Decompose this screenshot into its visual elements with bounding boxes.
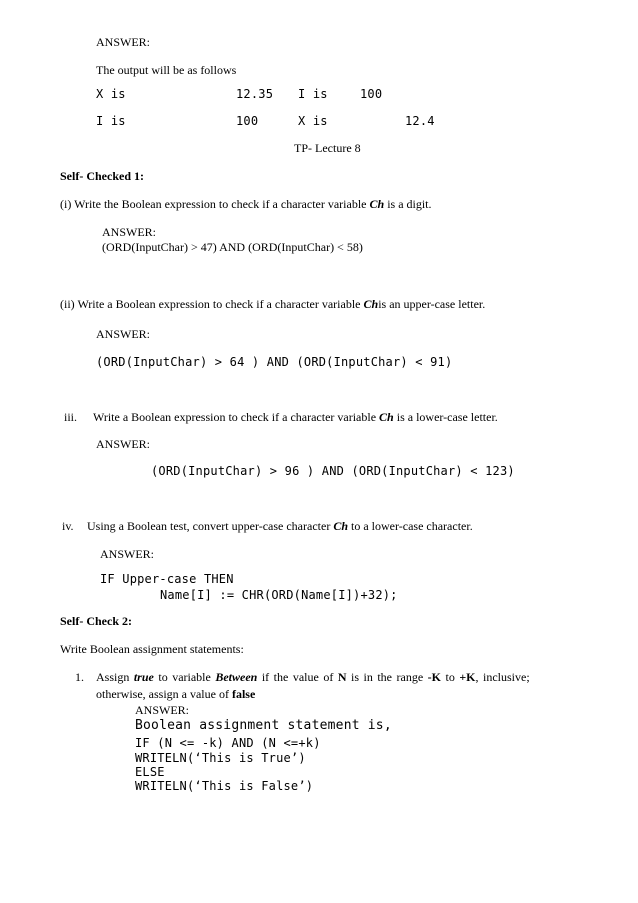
item-text: to [441, 670, 460, 684]
question-4-number: iv. [62, 519, 74, 533]
code-line: Boolean assignment statement is, [135, 718, 392, 733]
question-text: (ii) Write a Boolean expression to check if a character variable [60, 297, 364, 311]
question-3 [93, 411, 498, 425]
output-name: X is [298, 114, 328, 128]
output-intro: The output will be as follows [96, 63, 237, 77]
variable-name: N [337, 670, 347, 684]
question-text: is a digit. [384, 197, 432, 211]
keyword: false [231, 687, 256, 701]
code-line: ELSE [135, 765, 165, 779]
variable-name: Ch [369, 197, 385, 211]
item-text-line-2 [96, 688, 255, 702]
question-text: (i) Write the Boolean expression to check if a character variable [60, 197, 370, 211]
item-text-line-1 [96, 671, 530, 685]
output-name: X is [96, 87, 126, 101]
output-value: 100 [360, 87, 383, 101]
question-text: is an upper-case letter. [378, 297, 486, 311]
question-4 [87, 520, 473, 534]
item-text: to variable [153, 670, 216, 684]
output-name: I is [298, 87, 328, 101]
keyword: true [133, 670, 154, 684]
question-text: is a lower-case letter. [393, 410, 498, 424]
output-name: I is [96, 114, 126, 128]
answer-label: ANSWER: [100, 547, 154, 561]
output-value: 12.4 [405, 114, 435, 128]
variable-name: Between [215, 670, 258, 684]
item-text: if the value of [257, 670, 338, 684]
code-line: WRITELN(‘This is False’) [135, 779, 314, 793]
code-line: Name[I] := CHR(ORD(Name[I])+32); [160, 588, 398, 602]
answer-label: ANSWER: [102, 225, 156, 239]
self-check-2-intro: Write Boolean assignment statements: [60, 642, 244, 656]
code-line: WRITELN(‘This is True’) [135, 751, 306, 765]
self-check-1-heading: Self- Checked 1: [60, 169, 144, 183]
output-value: 100 [236, 114, 259, 128]
output-value: 12.35 [236, 87, 274, 101]
variable-name: Ch [333, 519, 349, 533]
question-text: to a lower-case character. [348, 519, 473, 533]
answer-code: (ORD(InputChar) > 64 ) AND (ORD(InputChar) < 91) [96, 355, 453, 369]
variable-name: Ch [363, 297, 379, 311]
answer-label: ANSWER: [96, 327, 150, 341]
question-1 [60, 198, 432, 212]
range-value: -K [427, 670, 441, 684]
item-text: is in the range [346, 670, 428, 684]
variable-name: Ch [379, 410, 394, 424]
item-text: , inclusive; [475, 670, 530, 684]
self-check-2-heading: Self- Check 2: [60, 614, 132, 628]
code-line: IF (N <= -k) AND (N <=+k) [135, 736, 321, 750]
code-line: IF Upper-case THEN [100, 572, 234, 586]
item-number: 1. [75, 670, 84, 684]
answer-label: ANSWER: [96, 35, 150, 49]
answer-expression: (ORD(InputChar) > 47) AND (ORD(InputChar) < 58) [102, 240, 363, 254]
item-text: otherwise, assign a value of [96, 687, 232, 701]
lecture-title: TP- Lecture 8 [294, 141, 361, 155]
range-value: +K [459, 670, 476, 684]
answer-label: ANSWER: [135, 703, 189, 717]
question-3-number: iii. [64, 410, 78, 424]
question-2 [60, 298, 485, 312]
question-text: Using a Boolean test, convert upper-case character [87, 519, 334, 533]
item-text: Assign [96, 670, 134, 684]
answer-code: (ORD(InputChar) > 96 ) AND (ORD(InputChar) < 123) [151, 464, 515, 478]
answer-label: ANSWER: [96, 437, 150, 451]
question-text: Write a Boolean expression to check if a character variable [93, 410, 380, 424]
